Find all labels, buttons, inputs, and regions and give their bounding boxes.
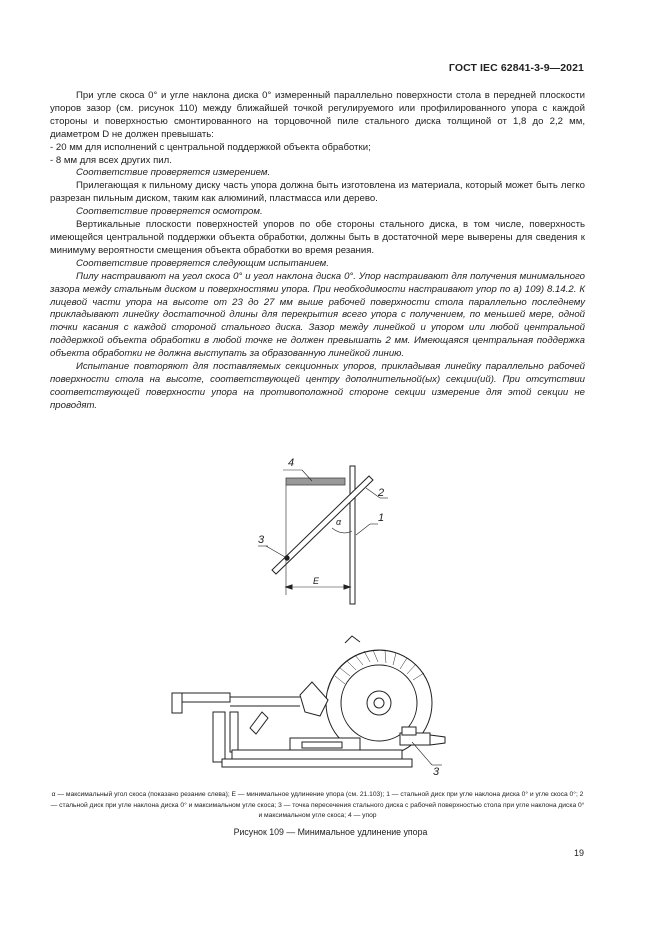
motor-housing xyxy=(300,682,328,716)
front-extension-tip xyxy=(430,735,445,745)
fence-support xyxy=(250,712,268,734)
guard-top xyxy=(345,636,360,643)
paragraph: Вертикальные плоскости поверхностей упоров по обе стороны стального диска, в том числе, поверхность имеющейся центральной поддержки объекта обработки, должны быть в достаточной мере выверены для сведения к минимуму вероятности смещения объекта обработки во время резания. xyxy=(50,219,585,256)
angle-arc xyxy=(332,528,352,533)
blade-hub-outer xyxy=(367,691,391,715)
figure-title: Рисунок 109 — Минимальное удлинение упора xyxy=(233,827,428,837)
paragraph: При угле скоса 0° и угле наклона диска 0° измеренный параллельно поверхности стола в передней плоскости упоров зазор (см. рисунок 110) между ближайшей точкой регулируемого или профилированного упора с каждой стороны и поверхностью смонтированного на торцовочной пиле стального диска толщиной от 1,8 до 2,2 мм, диаметром D не должен превышать: xyxy=(50,90,585,140)
page-number: 19 xyxy=(573,848,584,858)
geometry-diagram xyxy=(258,466,388,604)
figure-legend: α — максимальный угол скоса (показано резание слева); E — минимальное удлинение упора (см. 21.103); 1 — стальной диск при угле наклона диска 0° и угле скоса 0°; 2 — стальной диск при угле наклона диска 0° и максимальном угле скоса; 3 — точка пересечения стального диска с рабочей поверхностью стола при угле наклона диска 0° и максимальном угле скоса; 4 — упор xyxy=(50,791,585,820)
compliance-note: Соответствие проверяется следующим испытанием. xyxy=(76,257,329,269)
fence-block xyxy=(230,712,238,752)
document-header: ГОСТ IEC 62841-3-9—2021 xyxy=(448,62,584,74)
paragraph: Прилегающая к пильному диску часть упора должна быть изготовлена из материала, который может быть легко разрезан пильным диском, таким как алюминий, пластмасса или дерево. xyxy=(50,180,585,205)
arrow-left xyxy=(286,585,292,589)
label-3-side: 3 xyxy=(433,766,440,778)
fence-post xyxy=(213,712,225,762)
base-bottom xyxy=(222,759,412,767)
blade-1-straight xyxy=(350,466,355,604)
leader-1 xyxy=(356,524,370,535)
label-3: 3 xyxy=(258,534,265,546)
compliance-note: Соответствие проверяется осмотром. xyxy=(76,206,263,218)
handle-end xyxy=(172,693,182,713)
list-item: - 8 мм для всех других пил. xyxy=(50,154,172,166)
base-top xyxy=(232,750,402,759)
list-item: - 20 мм для исполнений с центральной поддержкой объекта обработки; xyxy=(50,141,371,153)
label-2: 2 xyxy=(378,487,385,499)
label-1: 1 xyxy=(378,512,385,524)
label-4: 4 xyxy=(288,457,295,469)
intersection-point xyxy=(285,556,289,560)
fence-rect xyxy=(286,478,345,485)
test-procedure: Пилу настраивают на угол скоса 0° и угол наклона диска 0°. Упор настраивают для получения минимального зазора между стальным диском и поверхностями упора. При необходимости настраивают упор по а) 109) 8.14.2. К лицевой части упора на высоте от 23 до 27 мм выше рабочей поверхности стола параллельно последнему прикладывают линейку достаточной длины для перекрытия всего упора с получением, по меньшей мере, одной точки касания с каждой стороной стального диска. Зазор между линейкой и упором или любой центральной поддержкой объекта обработки в любой точке не должен превышать 2 мм. Имеющаяся центральная поддержка объекта обработки не должна выступать за образованную линейкой линию. xyxy=(50,270,585,360)
front-lock xyxy=(402,727,416,735)
compliance-note: Соответствие проверяется измерением. xyxy=(76,167,271,179)
saw-side-view xyxy=(172,636,445,767)
label-alpha: α xyxy=(336,517,342,527)
leader-3 xyxy=(266,546,285,557)
arrow-right xyxy=(344,585,350,589)
label-e: E xyxy=(313,576,320,586)
test-procedure: Испытание повторяют для поставляемых секционных упоров, прикладывая линейку параллельно рабочей поверхности стола на высоте, соответствующей центру дополнительной(ых) секции(ий). При отсутствии соответствующей поверхности упора на противоположной стороне секции измерение для этой секции не проводят. xyxy=(50,361,585,411)
